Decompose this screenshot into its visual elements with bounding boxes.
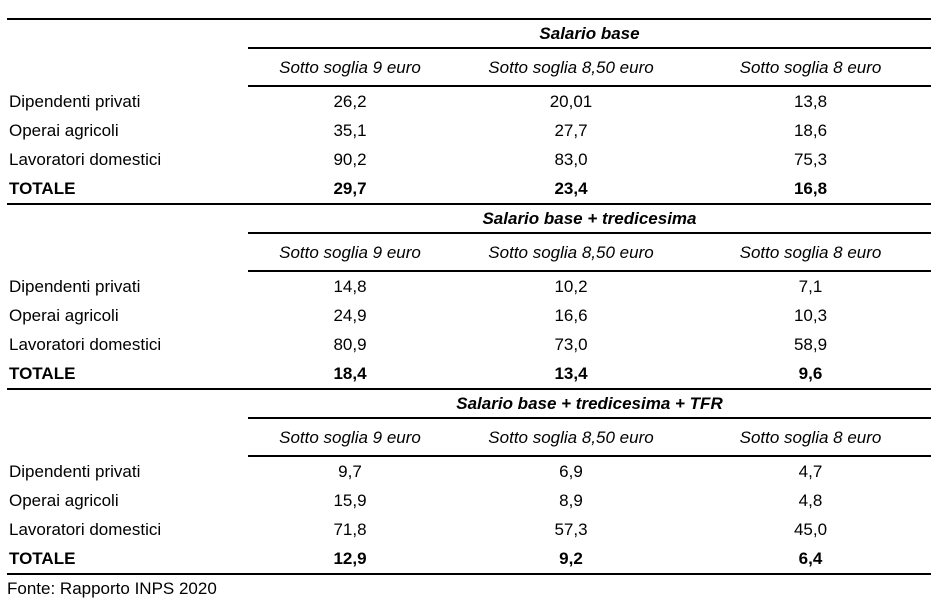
value-cell: 4,8 [798, 491, 823, 510]
column-header: Sotto soglia 9 euro [248, 49, 452, 87]
row-label: Lavoratori domestici [9, 520, 162, 539]
column-header: Sotto soglia 9 euro [248, 419, 452, 457]
row-label: Dipendenti privati [9, 277, 141, 296]
value-cell: 6,9 [559, 462, 583, 481]
value-cell: 8,9 [559, 491, 583, 510]
column-header-row [7, 49, 931, 87]
value-cell: 45,0 [793, 520, 828, 539]
value-cell: 20,01 [549, 92, 593, 111]
spacer-cell [7, 390, 248, 419]
value-cell: 7,1 [798, 277, 823, 296]
table-row-total [7, 174, 931, 203]
table-row [7, 330, 931, 359]
table-row [7, 87, 931, 116]
value-cell: 27,7 [554, 121, 588, 140]
value-cell: 75,3 [793, 150, 828, 169]
spacer-cell [7, 419, 248, 457]
value-cell: 58,9 [793, 335, 828, 354]
value-cell: 10,2 [554, 277, 588, 296]
row-label: Lavoratori domestici [9, 335, 162, 354]
value-cell: 16,8 [793, 179, 828, 198]
value-cell: 9,7 [338, 462, 362, 481]
section-title: Salario base + tredicesima + TFR [248, 390, 931, 419]
section-title: Salario base + tredicesima [248, 205, 931, 234]
column-header: Sotto soglia 9 euro [248, 234, 452, 272]
column-header: Sotto soglia 8 euro [690, 49, 931, 87]
row-label: Dipendenti privati [9, 92, 141, 111]
section-title-row [7, 20, 931, 49]
value-cell: 26,2 [333, 92, 367, 111]
value-cell: 18,4 [333, 364, 367, 383]
table-row [7, 457, 931, 486]
row-label: TOTALE [9, 179, 76, 198]
value-cell: 73,0 [554, 335, 588, 354]
row-label: TOTALE [9, 364, 76, 383]
value-cell: 83,0 [554, 150, 588, 169]
row-label: TOTALE [9, 549, 76, 568]
spacer-cell [7, 234, 248, 272]
value-cell: 15,9 [333, 491, 367, 510]
section-title-row [7, 205, 931, 234]
column-header: Sotto soglia 8 euro [690, 234, 931, 272]
value-cell: 18,6 [793, 121, 828, 140]
table-section-salario-base-tredicesima [7, 203, 931, 388]
column-header: Sotto soglia 8 euro [690, 419, 931, 457]
value-cell: 24,9 [333, 306, 367, 325]
value-cell: 14,8 [333, 277, 367, 296]
value-cell: 13,8 [793, 92, 828, 111]
spacer-cell [7, 205, 248, 234]
value-cell: 12,9 [333, 549, 367, 568]
wage-threshold-table [7, 18, 931, 575]
column-header: Sotto soglia 8,50 euro [452, 49, 690, 87]
column-header-row [7, 234, 931, 272]
spacer-cell [7, 49, 248, 87]
value-cell: 10,3 [793, 306, 828, 325]
table-section-salario-base-tredicesima-tfr [7, 388, 931, 573]
value-cell: 90,2 [333, 150, 367, 169]
table-section-salario-base [7, 18, 931, 203]
table-row [7, 272, 931, 301]
column-header: Sotto soglia 8,50 euro [452, 234, 690, 272]
row-label: Lavoratori domestici [9, 150, 162, 169]
value-cell: 29,7 [333, 179, 367, 198]
table-row-total [7, 359, 931, 388]
row-label: Dipendenti privati [9, 462, 141, 481]
column-header: Sotto soglia 8,50 euro [452, 419, 690, 457]
value-cell: 9,6 [798, 364, 823, 383]
value-cell: 23,4 [554, 179, 588, 198]
spacer-cell [7, 20, 248, 49]
row-label: Operai agricoli [9, 306, 119, 325]
value-cell: 6,4 [798, 549, 823, 568]
table-row [7, 301, 931, 330]
value-cell: 71,8 [333, 520, 367, 539]
value-cell: 80,9 [333, 335, 367, 354]
table-row-total [7, 544, 931, 573]
value-cell: 9,2 [559, 549, 583, 568]
table-row [7, 515, 931, 544]
column-header-row [7, 419, 931, 457]
section-title-row [7, 390, 931, 419]
value-cell: 16,6 [554, 306, 588, 325]
table-row [7, 116, 931, 145]
row-label: Operai agricoli [9, 491, 119, 510]
value-cell: 35,1 [333, 121, 367, 140]
source-note: Fonte: Rapporto INPS 2020 [7, 579, 217, 598]
row-label: Operai agricoli [9, 121, 119, 140]
table-row [7, 486, 931, 515]
value-cell: 4,7 [798, 462, 823, 481]
value-cell: 13,4 [554, 364, 588, 383]
section-title: Salario base [248, 20, 931, 49]
table-row [7, 145, 931, 174]
value-cell: 57,3 [554, 520, 588, 539]
